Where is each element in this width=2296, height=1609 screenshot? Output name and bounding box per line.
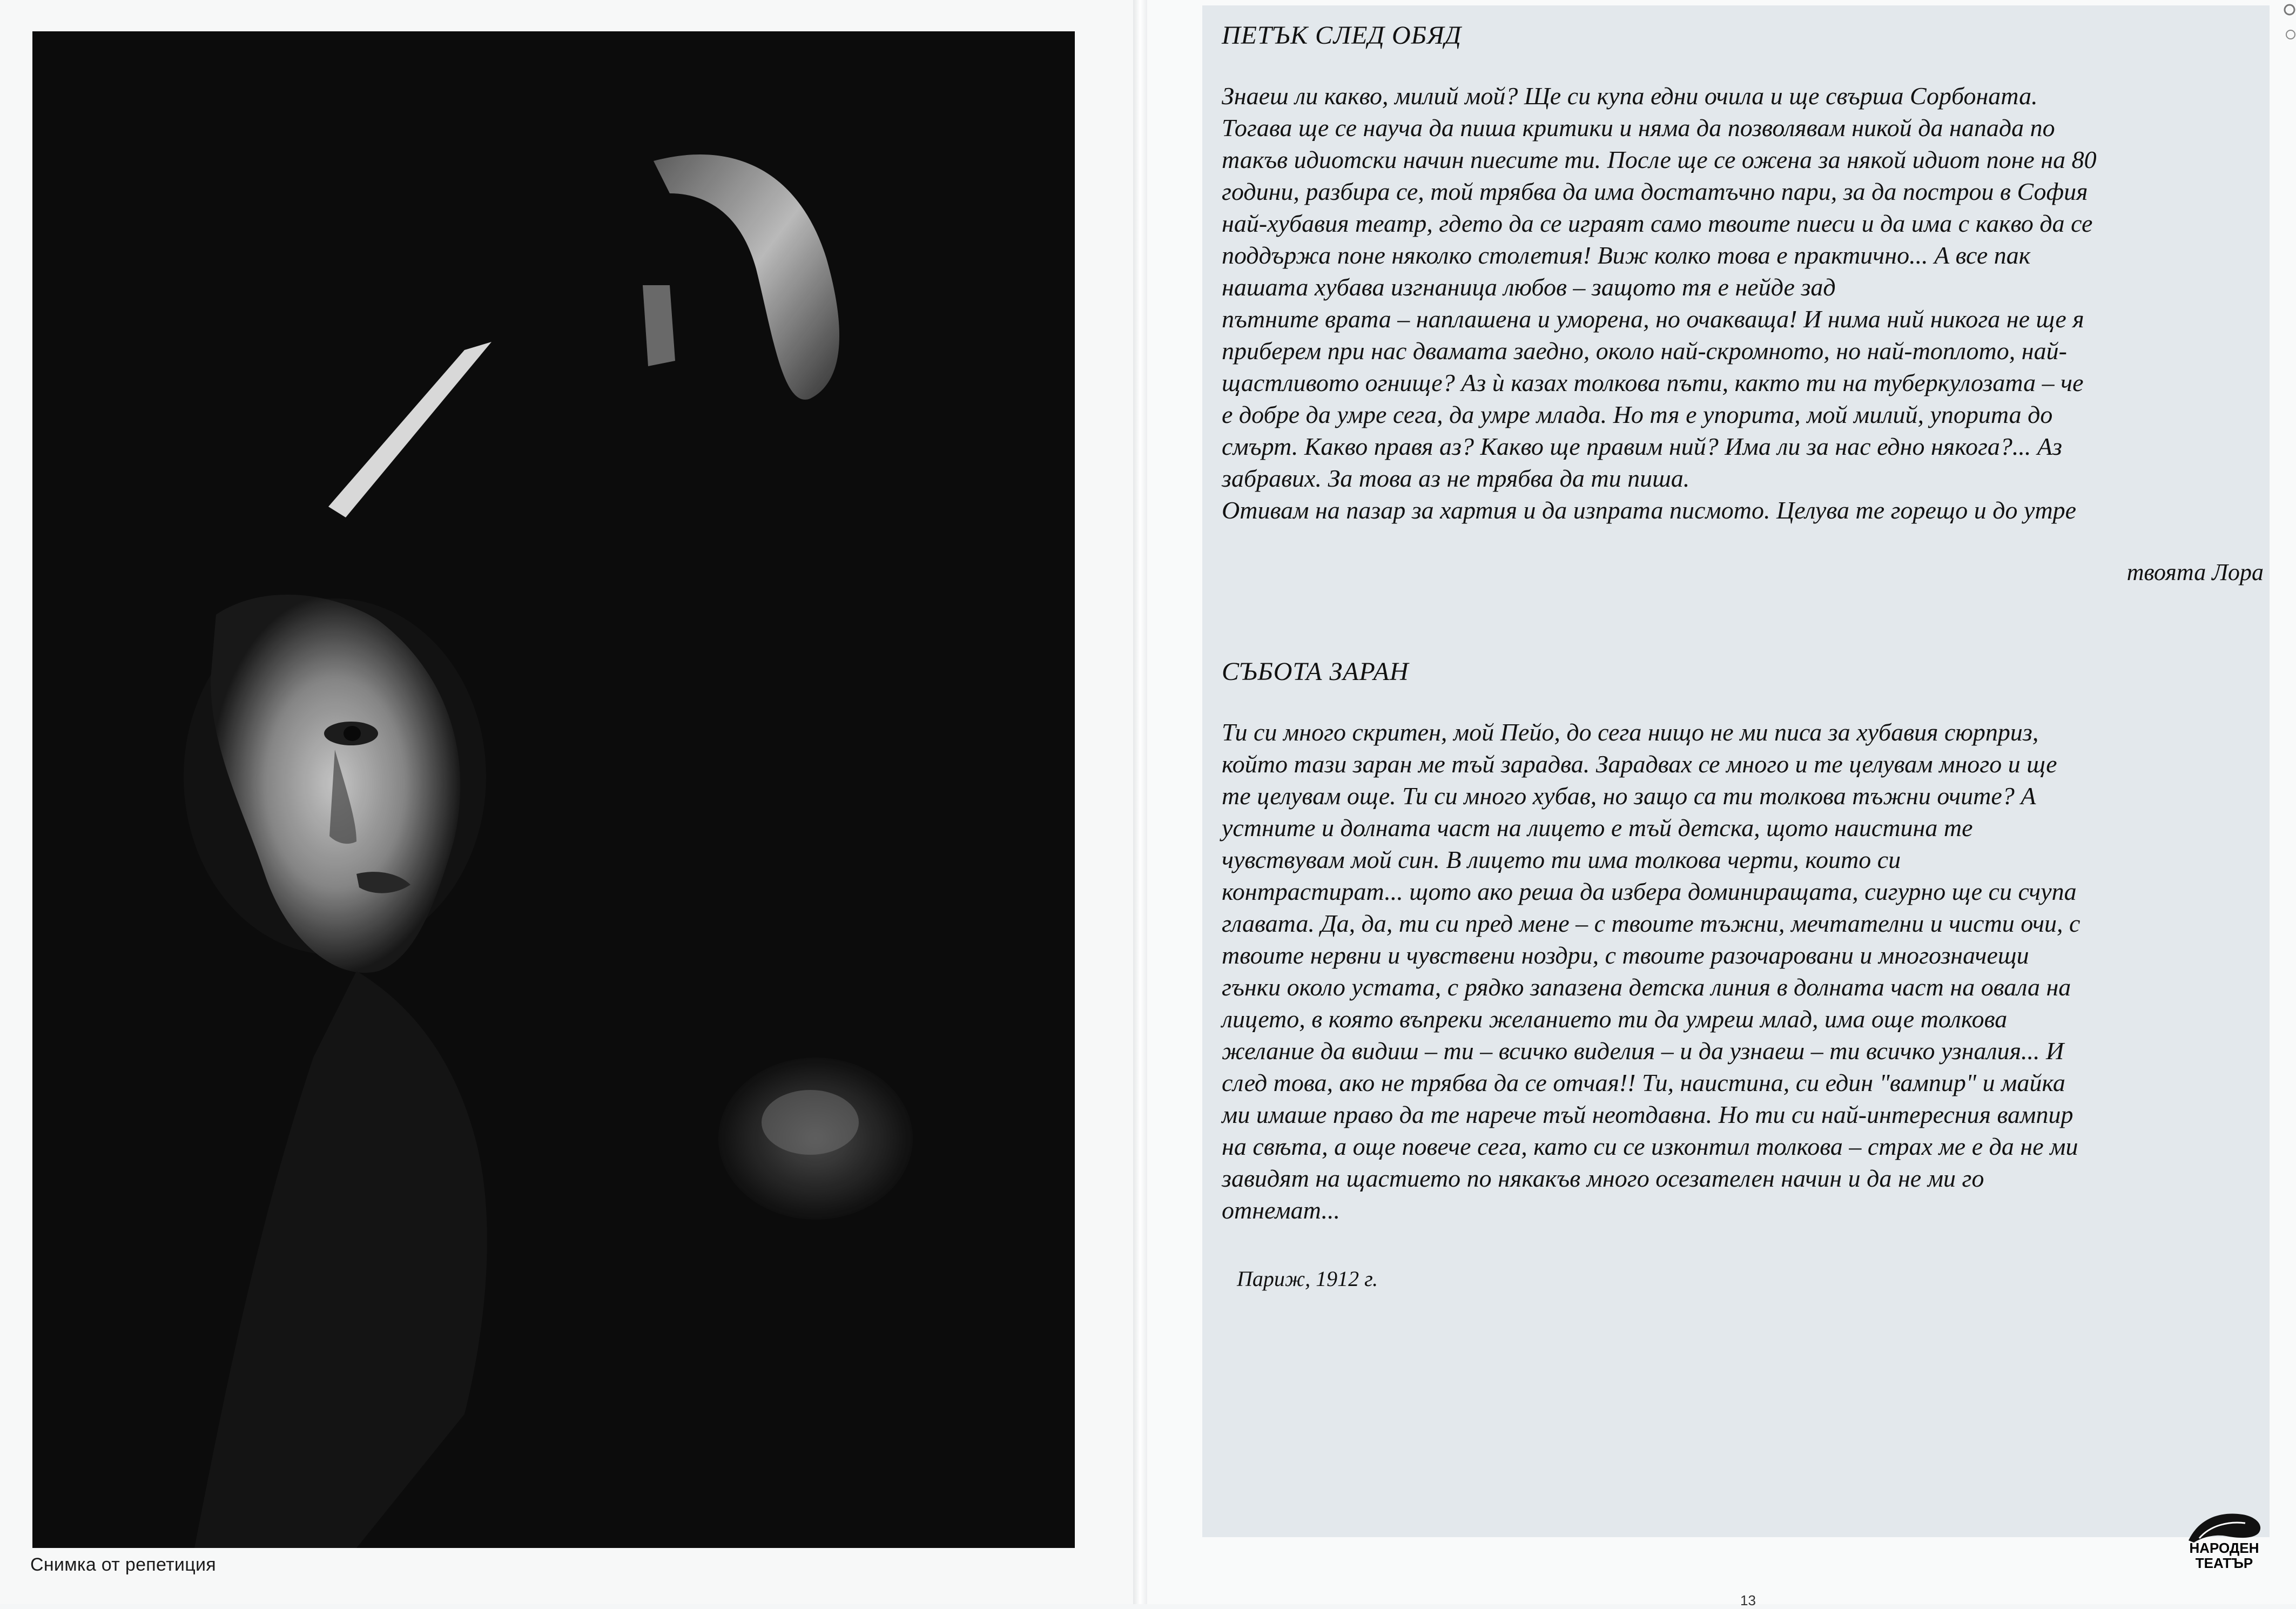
text-line: контрастират... щото ако реша да избера доминиращата, сигурно ще си счупа [1222, 878, 2077, 905]
text-line: след това, ако не трябва да се отчая!! Ти, наистина, си един "вампир" и майка [1222, 1069, 2065, 1096]
scan-corner-mark [2274, 0, 2296, 49]
text-line: Отивам на пазар за хартия и да изпрата писмото. Целува те горещо и до утре [1222, 496, 2077, 524]
text-line: те целувам още. Ти си много хубав, но защо са ти толкова тъжни очите? А [1222, 782, 2036, 810]
text-line: завидят на щастието по някакъв много осезателен начин и да не ми го [1222, 1164, 1984, 1192]
rehearsal-photo-image [32, 31, 1075, 1548]
text-line: е добре да умре сега, да умре млада. Но тя е упорита, мой милий, упорита до [1222, 401, 2053, 428]
letter-saturday-body [1222, 716, 2265, 1226]
text-line: нашата хубава изгнаница любов – защото тя е нейде зад [1222, 273, 1836, 301]
text-line: смърт. Какво правя аз? Какво ще правим ний? Има ли за нас едно някога?... Аз [1222, 433, 2062, 460]
letter-friday-body [1222, 80, 2265, 526]
text-line: който тази заран ме тъй зарадва. Зарадвах се много и те целувам много и ще [1222, 750, 2057, 778]
photo-caption: Снимка от репетиция [30, 1554, 217, 1575]
text-line: отнемат... [1222, 1196, 1340, 1224]
text-line: Знаеш ли какво, милий мой? Ще си купа едни очила и ще свърша Сорбоната. [1222, 82, 2038, 110]
text-line: пътните врата – наплашена и уморена, но очакваща! И нима ний никога не ще я [1222, 305, 2084, 333]
text-line: щастливото огнище? Аз ѝ казах толкова пъти, както ти на туберкулозата – че [1222, 369, 2084, 396]
text-line: гънки около устата, с рядко запазена детска линия в долната част на овала на [1222, 973, 2071, 1001]
text-line: поддържа поне няколко столетия! Виж колко това е практично... А все пак [1222, 241, 2031, 269]
place-date: Париж, 1912 г. [1237, 1267, 1378, 1291]
text-line: на свѣта, а още повече сега, като си се изконтил толкова – страх ме е да не ми [1222, 1133, 2078, 1160]
text-line: такъв идиотски начин пиесите ти. После ще се ожена за някой идиот поне на 80 [1222, 146, 2097, 173]
text-line: устните и долната част на лицето е тъй детска, щото наистина те [1222, 814, 1973, 841]
logo-text [2177, 1540, 2272, 1571]
text-line: Ти си много скритен, мой Пейо, до сега нищо не ми писа за хубавия сюрприз, [1222, 718, 2039, 746]
section-heading-friday: ПЕТЪК СЛЕД ОБЯД [1222, 21, 1462, 50]
page-number: 13 [1740, 1592, 1756, 1608]
logo-line-1: НАРОДЕН [2189, 1540, 2259, 1556]
text-line: забравих. За това аз не трябва да ти пиша. [1222, 464, 1690, 492]
text-line: приберем при нас двамата заедно, около най-скромното, но най-топлото, най- [1222, 337, 2067, 365]
rehearsal-photo [32, 31, 1075, 1548]
text-line: най-хубавия театр, гдето да се играят само твоите пиеси и да има с какво да се [1222, 210, 2093, 237]
text-line: твоите нервни и чувствени ноздри, с твоите разочаровани и многозначещи [1222, 941, 2029, 969]
logo-line-2: ТЕАТЪР [2195, 1555, 2253, 1571]
text-line: години, разбира се, той трябва да има достатъчно пари, за да построи в София [1222, 178, 2088, 205]
signature: твоята Лора [2126, 559, 2264, 585]
text-line: чувствувам мой син. В лицето ти има толкова черти, които си [1222, 846, 1901, 873]
text-line: желание да видиш – ти – всичко виделия – и да узнаеш – ти всичко узналия... И [1222, 1037, 2064, 1065]
text-line: лицето, в която въпреки желанието ти да умреш млад, има още толкова [1222, 1005, 2008, 1033]
text-line: ми имаше право да те нарече тъй неотдавна. Но ти си най-интересния вампир [1222, 1101, 2073, 1128]
page-gutter [1133, 0, 1147, 1604]
text-line: главата. Да, да, ти си пред мене – с твоите тъжни, мечтателни и чисти очи, с [1222, 910, 2080, 937]
section-heading-saturday: СЪБОТА ЗАРАН [1222, 657, 1409, 686]
text-line: Тогава ще се науча да пиша критики и няма да позволявам никой да напада по [1222, 114, 2055, 142]
